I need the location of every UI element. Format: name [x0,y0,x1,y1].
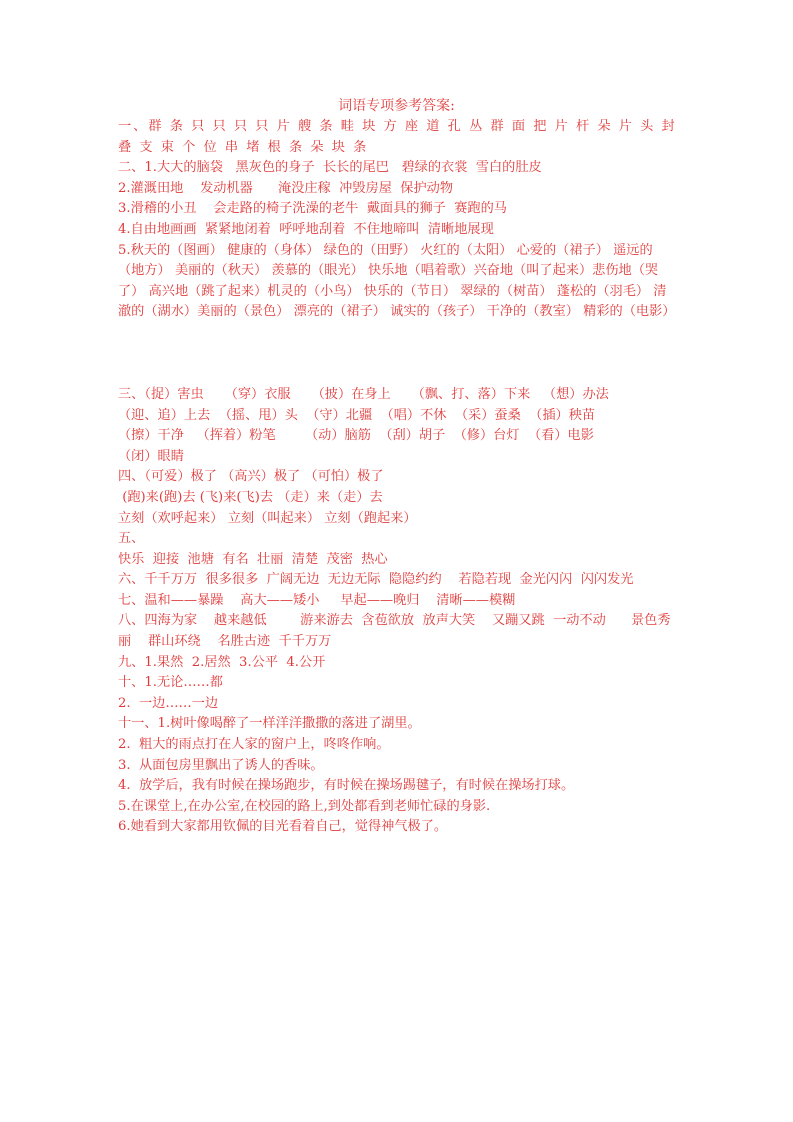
answer-line: 立刻（欢呼起来） 立刻（叫起来） 立刻（跑起来） [118,510,417,526]
answer-line: 五、 [118,531,145,547]
answer-line: （擦）干净 （挥着）粉笔 （动）脑筋 （刮）胡子 （修）台灯 （看）电影 [118,428,594,444]
answer-line: 八、四海为家 越来越低 游来游去 含苞欲放 放声大笑 又蹦又跳 一动不动 景色秀丽 群山环绕 名胜古迹 千千万万 [118,613,671,650]
answer-line: 七、温和——暴躁 高大——矮小 早起——晚归 清晰——模糊 [118,592,516,608]
answer-line: 4.自由地画画 紧紧地闭着 呼呼地刮着 不住地啼叫 清晰地展现 [118,221,494,237]
blank-gap [118,323,678,385]
answer-line: 一、群 条 只 只 只 只 片 艘 条 畦 块 方 座 道 孔 丛 群 面 把 片 杆 朵 片 头 封 叠 支 束 个 位 串 堵 根 条 朵 块 条 [118,119,683,155]
document-title: 词语专项参考答案: [338,98,455,114]
answer-line: 十、1.无论……都 [118,675,223,691]
answer-line: 快乐 迎接 池塘 有名 壮丽 清楚 茂密 热心 [118,551,388,567]
answer-line: 5.在课堂上,在办公室,在校园的路上,到处都看到老师忙碌的身影. [118,798,491,814]
answer-line: 二、1.大大的脑袋 黑灰色的身子 长长的尾巴 碧绿的衣裳 雪白的肚皮 [118,160,542,176]
answer-line: 4. 放学后，我有时候在操场跑步，有时候在操场踢毽子，有时候在操场打球。 [118,778,575,794]
answer-line: 2. 粗大的雨点打在人家的窗户上，咚咚作响。 [118,737,390,753]
answer-line: 3. 从面包房里飘出了诱人的香味。 [118,757,324,773]
answer-line: （迎、追）上去 （摇、甩）头 （守）北疆 （唱）不休 （采）蚕桑 （插）秧苗 [118,407,596,423]
answer-line: 2.灌溉田地 发动机器 淹没庄稼 冲毁房屋 保护动物 [118,180,454,196]
answer-line: 2. 一边……一边 [118,695,219,711]
answer-line: 6.她看到大家都用钦佩的目光看着自己，觉得神气极了。 [118,819,448,835]
answer-content [118,117,683,838]
answer-line: 十一、1.树叶像喝醉了一样洋洋撒撒的落进了湖里。 [118,716,421,732]
answer-line: 九、1.果然 2.居然 3.公平 4.公开 [118,654,326,670]
answer-line: 3.滑稽的小丑 会走路的椅子洗澡的老牛 戴面具的狮子 赛跑的马 [118,201,507,217]
answer-line: 六、千千万万 很多很多 广阔无边 无边无际 隐隐约约 若隐若现 金光闪闪 闪闪发光 [118,572,634,588]
answer-line: 5.秋天的（图画） 健康的（身体） 绿色的（田野） 火红的（太阳） 心爱的（裙子） 遥远的（地方） 美丽的（秋天） 羡慕的（眼光） 快乐地（唱着歌）兴奋地（叫了起来）悲伤地（哭了） 高兴地（跳了起来）机灵的（小鸟） 快乐的（节日） 翠绿的（树苗） 蓬松的（羽毛） 清澈的（湖水）美丽的（景色） 漂亮的（裙子） 诚实的（孩子） 干净的（教室） 精彩的（电影） [118,242,676,320]
answer-line: (跑)来(跑)去 (飞)来(飞)去 （走）来（走）去 [118,489,383,505]
answer-line: 三、（捉）害虫 （穿）衣服 （披）在身上 （飘、打、落）下来 （想）办法 [118,386,609,402]
answer-line: （闭）眼睛 [118,448,184,464]
answer-line: 四、（可爱）极了 （高兴）极了 （可怕）极了 [118,469,384,485]
